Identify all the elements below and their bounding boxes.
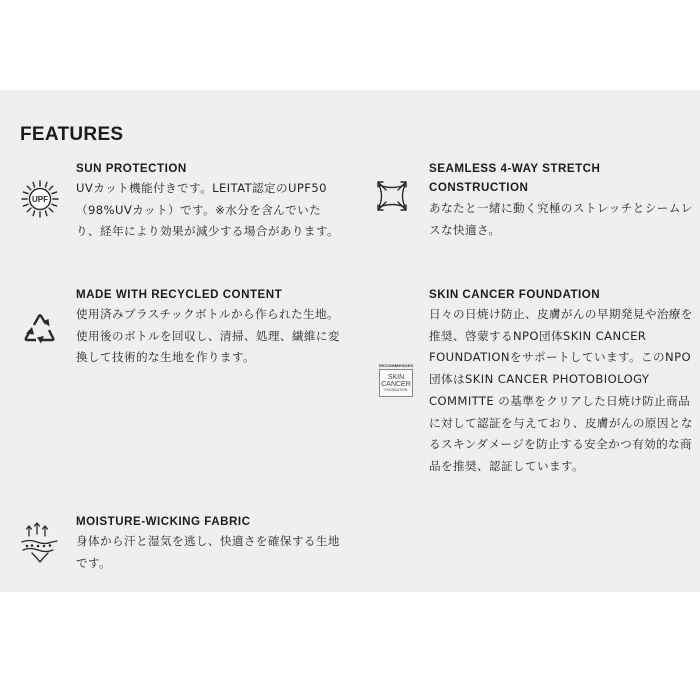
feature-title: MOISTURE-WICKING FABRIC [76, 515, 251, 528]
feature-title-continued: CONSTRUCTION [429, 181, 529, 194]
badge-box [379, 369, 413, 397]
feature-title: SEAMLESS 4-WAY STRETCH [429, 162, 601, 175]
feature-title: SUN PROTECTION [76, 162, 187, 175]
features-heading: FEATURES [20, 124, 124, 145]
feature-title: MADE WITH RECYCLED CONTENT [76, 288, 283, 301]
moisture-wicking-icon [20, 520, 60, 564]
recycle-icon [20, 309, 60, 349]
badge-skin-text: SKIN [387, 373, 405, 381]
skin-cancer-foundation-badge [379, 363, 413, 397]
badge-foundation-text: FOUNDATION [384, 387, 408, 392]
feature-title: SKIN CANCER FOUNDATION [429, 288, 601, 301]
feature-description: UVカット機能付きです。LEITAT認定のUPF50（98%UVカット）です。※水分を含んでいたり、経年により効果が減少する場合があります。 [76, 181, 339, 239]
feature-description: 使用済みプラスチックボトルから作られた生地。使用後のボトルを回収し、清掃、処理、繊維に変換して技術的な生地を作ります。 [76, 307, 340, 365]
feature-description: 日々の日焼け防止、皮膚がんの早期発見や治療を推奨、啓蒙するNPO団体SKIN CANCER FOUNDATIONをサポートしています。このNPO団体はSKIN CANCER PHOTOBIOLOGY COMMITTE の基準をクリアした日焼け防止商品に対して認証を与えており、皮膚がんの原因となるスキンダメージを防止する安全かつ有効的な商品を推奨、認証しています。 [429, 307, 693, 473]
badge-cancer-text: CANCER [381, 380, 411, 388]
four-way-stretch-icon [373, 177, 411, 215]
upf-sun-icon [20, 179, 60, 219]
feature-description: 身体から汗と湿気を逃し、快適さを確保する生地です。 [76, 534, 340, 570]
badge-recommended-label: RECOMMENDED [379, 363, 414, 368]
feature-description: あなたと一緒に動く究極のストレッチとシームレスな快適さ。 [429, 201, 693, 237]
upf-icon-label: UPF [32, 195, 48, 204]
